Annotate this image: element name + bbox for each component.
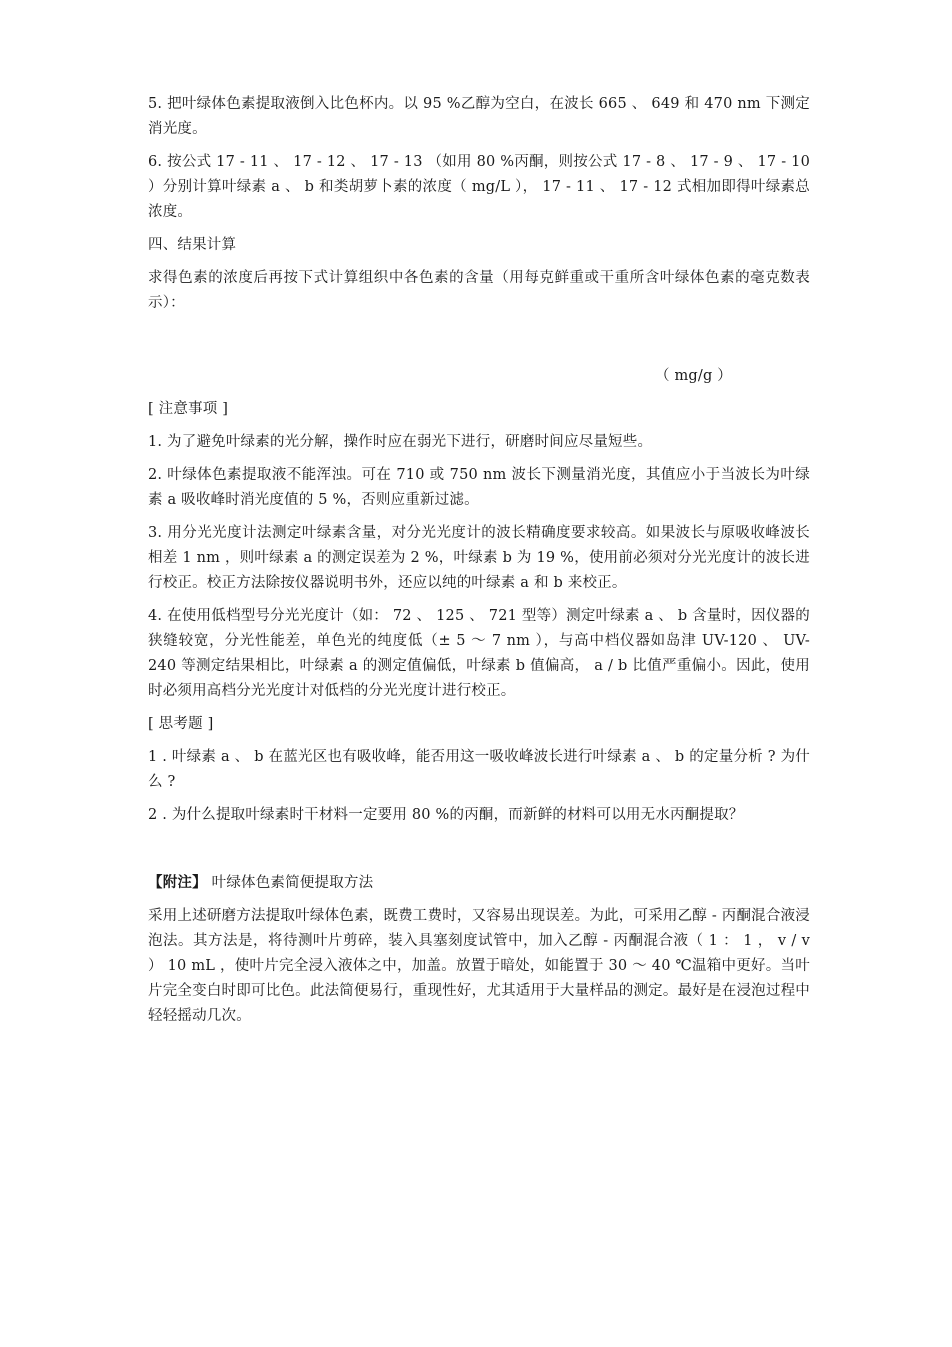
note-item: 4. 在使用低档型号分光光度计（如： 72 、 125 、 721 型等）测定叶绿素 a 、 b 含量时，因仪器的狭缝较宽，分光性能差，单色光的纯度低（± 5 ～ 7 nm ），与高中档仪器如岛津 UV-120 、 UV-240 等测定结果相比，叶绿素 a 的测定值偏低，叶绿素 b 值偏高， a / b 比值严重偏小。因此，使用时必须用高档分光光度计对低档的分光光度计进行校正。 (148, 608, 810, 699)
results-heading: 四、结果计算 (148, 237, 237, 253)
unit-label: （ mg/g ） (654, 368, 732, 384)
appendix-text: 采用上述研磨方法提取叶绿体色素，既费工费时，又容易出现误差。为此，可采用乙醇 - 丙酮混合液浸泡法。其方法是，将待测叶片剪碎，装入具塞刻度试管中，加入乙醇 - 丙酮混合液（ 1 ： 1 ， v / v ） 10 mL ，使叶片完全浸入液体之中，加盖。放置于暗处，如能置于 30 ～ 40 ℃温箱中更好。当叶片完全变白时即可比色。此法简便易行，重现性好，尤其适用于大量样品的测定。最好是在浸泡过程中轻轻摇动几次。 (148, 908, 810, 1024)
appendix-title: 叶绿体色素简便提取方法 (206, 875, 374, 891)
appendix-heading (148, 870, 810, 896)
appendix-label: 【附注】 (148, 874, 207, 891)
note-item: 3. 用分光光度计法测定叶绿素含量，对分光光度计的波长精确度要求较高。如果波长与原吸收峰波长相差 1 nm ，则叶绿素 a 的测定误差为 2 %，叶绿素 b 为 19 %，使用前必须对分光光度计的波长进行校正。校正方法除按仪器说明书外，还应以纯的叶绿素 a 和 b 来校正。 (148, 525, 810, 591)
step-6-paragraph: 6. 按公式 17 - 11 、 17 - 12 、 17 - 13 （如用 80 %丙酮，则按公式 17 - 8 、 17 - 9 、 17 - 10 ）分别计算叶绿素 a 、 b 和类胡萝卜素的浓度（ mg/L ）， 17 - 11 、 17 - 12 式相加即得叶绿素总浓度。 (148, 154, 810, 220)
questions-heading: [ 思考题 ] (148, 716, 214, 732)
question-item: 1 . 叶绿素 a 、 b 在蓝光区也有吸收峰，能否用这一吸收峰波长进行叶绿素 a 、 b 的定量分析 ? 为什么 ? (148, 749, 810, 790)
formula-area (148, 316, 810, 364)
notes-heading: [ 注意事项 ] (148, 401, 229, 417)
question-item: 2 . 为什么提取叶绿素时干材料一定要用 80 %的丙酮，而新鲜的材料可以用无水丙酮提取？ (148, 807, 744, 823)
results-text: 求得色素的浓度后再按下式计算组织中各色素的含量（用每克鲜重或干重所含叶绿体色素的毫克数表示）： (148, 270, 810, 311)
step-5-paragraph: 5. 把叶绿体色素提取液倒入比色杯内。以 95 %乙醇为空白，在波长 665 、 649 和 470 nm 下测定消光度。 (148, 96, 810, 137)
note-item: 2. 叶绿体色素提取液不能浑浊。可在 710 或 750 nm 波长下测量消光度，其值应小于当波长为叶绿素 a 吸收峰时消光度值的 5 %，否则应重新过滤。 (148, 467, 810, 508)
document-page (148, 92, 810, 1029)
note-item: 1. 为了避免叶绿素的光分解，操作时应在弱光下进行，研磨时间应尽量短些。 (148, 434, 653, 450)
